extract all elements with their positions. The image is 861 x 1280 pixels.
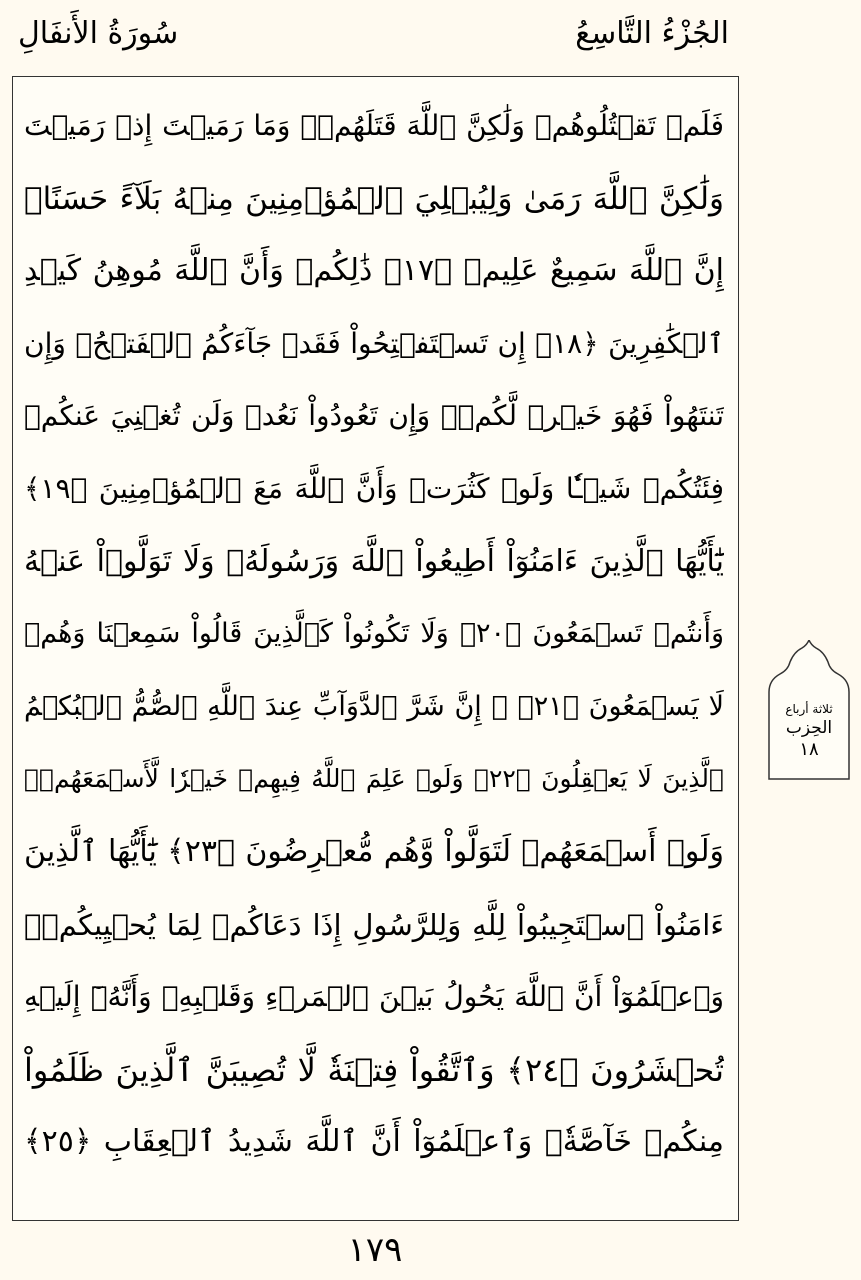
hizb-label: الحِزب <box>785 718 833 738</box>
text-line: ءَامَنُواْ ٱسۡتَجِيبُواْ لِلَّهِ وَلِلرَّسُولِ إِذَا دَعَاكُمۡ لِمَا يُحۡيِيكُمۡۖ <box>24 907 724 942</box>
juz-title: الجُزْءُ التَّاسِعُ <box>575 16 729 51</box>
text-line: لَا يَسۡمَعُونَ ﴿٢١﴾ ۞ إِنَّ شَرَّ ٱلدَّوَآبِّ عِندَ ٱللَّهِ ٱلصُّمُّ ٱلۡبُكۡمُ <box>24 690 724 722</box>
text-line: وَٱعۡلَمُوٓاْ أَنَّ ٱللَّهَ يَحُولُ بَيۡنَ ٱلۡمَرۡءِ وَقَلۡبِهِۦ وَأَنَّهُۥٓ إِلَيۡهِ <box>24 980 724 1014</box>
text-line: ٱلۡكَٰفِرِينَ ﴿١٨﴾ إِن تَسۡتَفۡتِحُواْ فَقَدۡ جَآءَكُمُ ٱلۡفَتۡحُۖ وَإِن <box>24 326 724 360</box>
hizb-number: ١٨ <box>799 739 819 760</box>
text-line: وَأَنتُمۡ تَسۡمَعُونَ ﴿٢٠﴾ وَلَا تَكُونُواْ كَٱلَّذِينَ قَالُواْ سَمِعۡنَا وَهُمۡ <box>24 618 724 650</box>
text-line: فِئَتُكُمۡ شَيۡـٔٗا وَلَوۡ كَثُرَتۡ وَأَنَّ ٱللَّهَ مَعَ ٱلۡمُؤۡمِنِينَ ﴿١٩﴾ <box>24 471 724 505</box>
text-line: فَلَمۡ تَقۡتُلُوهُمۡ وَلَٰكِنَّ ٱللَّهَ قَتَلَهُمۡۚ وَمَا رَمَيۡتَ إِذۡ رَمَيۡتَ <box>24 109 724 142</box>
text-line: تَنتَهُواْ فَهُوَ خَيۡرٞ لَّكُمۡۖ وَإِن تَعُودُواْ نَعُدۡ وَلَن تُغۡنِيَ عَنكُمۡ <box>24 399 724 433</box>
text-line: يَٰٓأَيُّهَا ٱلَّذِينَ ءَامَنُوٓاْ أَطِيعُواْ ٱللَّهَ وَرَسُولَهُۥ وَلَا تَوَلَّوۡاْ عَنۡهُ <box>24 543 724 579</box>
quran-text <box>24 90 724 1179</box>
page-header <box>0 0 861 70</box>
text-line: إِنَّ ٱللَّهَ سَمِيعٌ عَلِيمٞ ﴿١٧﴾ ذَٰلِكُمۡ وَأَنَّ ٱللَّهَ مُوهِنُ كَيۡدِ <box>24 253 724 289</box>
hizb-marker <box>768 640 850 780</box>
hizb-quarter: ثلاثة أرباع <box>785 702 833 716</box>
text-line: وَلَوۡ أَسۡمَعَهُمۡ لَتَوَلَّواْ وَّهُم مُّعۡرِضُونَ ﴿٢٣﴾ يَٰٓأَيُّهَا ٱلَّذِينَ <box>24 833 724 869</box>
page-number: ١٧٩ <box>347 1230 403 1270</box>
text-line: مِنكُمۡ خَآصَّةٗۖ وَٱعۡلَمُوٓاْ أَنَّ ٱللَّهَ شَدِيدُ ٱلۡعِقَابِ ﴿٢٥﴾ <box>24 1124 724 1160</box>
text-line: تُحۡشَرُونَ ﴿٢٤﴾ وَٱتَّقُواْ فِتۡنَةٗ لَّا تُصِيبَنَّ ٱلَّذِينَ ظَلَمُواْ <box>24 1050 724 1089</box>
text-line: وَلَٰكِنَّ ٱللَّهَ رَمَىٰ وَلِيُبۡلِيَ ٱلۡمُؤۡمِنِينَ مِنۡهُ بَلَآءً حَسَنًاۚ <box>24 180 724 217</box>
text-line: ٱلَّذِينَ لَا يَعۡقِلُونَ ﴿٢٢﴾ وَلَوۡ عَلِمَ ٱللَّهُ فِيهِمۡ خَيۡرٗا لَّأَسۡمَعَهُمۡۖ <box>24 764 724 794</box>
surah-title: سُورَةُ الأَنفَالِ <box>18 16 179 51</box>
